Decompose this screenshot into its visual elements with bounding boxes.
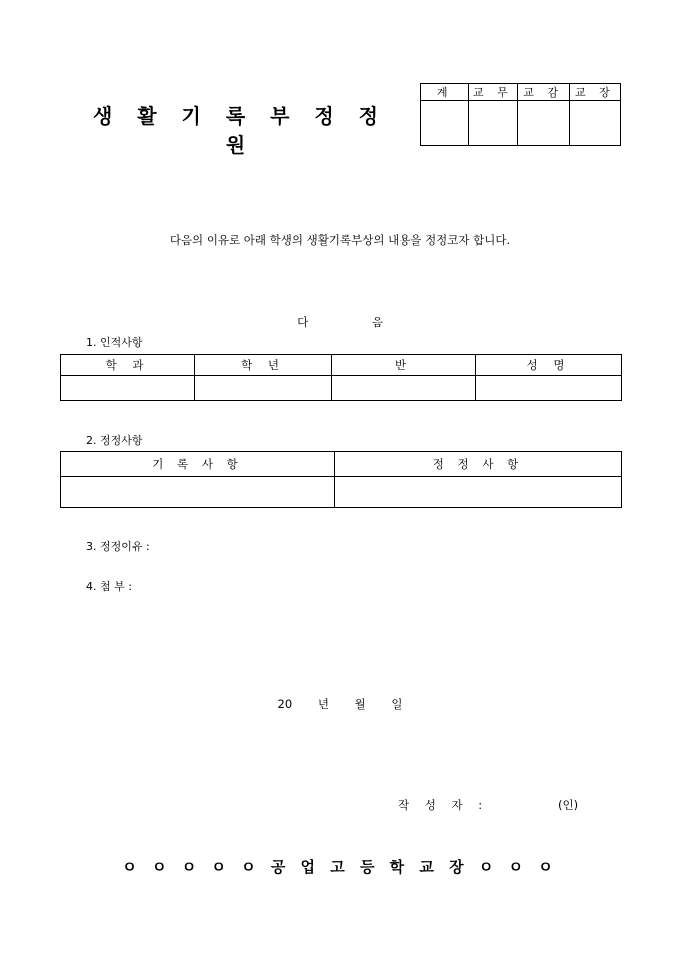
seal-label: (인) [558,798,579,812]
date-line: 20 년 월 일 [277,697,403,711]
header-grade: 학 년 [195,355,332,376]
section-reason-title: 3. 정정이유 : [86,540,150,553]
correction-item-cell[interactable] [335,477,622,508]
approval-signature-table [420,83,621,146]
principal-line: ㅇ ㅇ ㅇ ㅇ ㅇ 공 업 고 등 학 교 장 ㅇ ㅇ ㅇ [122,858,558,876]
header-correction-item: 정 정 사 항 [335,452,622,477]
header-department: 학 과 [61,355,195,376]
approval-sign-cell[interactable] [569,101,620,146]
writer-label: 작 성 자 : [398,798,489,812]
approval-header-principal: 교 장 [569,84,620,101]
approval-sign-cell[interactable] [421,101,469,146]
notice-heading: 다 음 [297,315,383,329]
section-attachment-title: 4. 첨 부 : [86,580,132,593]
section-correction-title: 2. 정정사항 [86,434,143,447]
section-personal-info-title: 1. 인적사항 [86,336,143,349]
header-name: 성 명 [476,355,622,376]
approval-sign-cell[interactable] [517,101,569,146]
personal-info-table [60,354,622,401]
correction-table [60,451,622,508]
class-cell[interactable] [332,376,476,401]
approval-header-vice-principal: 교 감 [517,84,569,101]
record-item-cell[interactable] [61,477,335,508]
approval-sign-cell[interactable] [469,101,517,146]
document-title: 생 활 기 록 부 정 정 원 [92,104,388,157]
department-cell[interactable] [61,376,195,401]
approval-header-staff: 계 [421,84,469,101]
name-cell[interactable] [476,376,622,401]
grade-cell[interactable] [195,376,332,401]
intro-text: 다음의 이유로 아래 학생의 생활기록부상의 내용을 정정코자 합니다. [169,233,511,247]
header-record-item: 기 록 사 항 [61,452,335,477]
approval-header-academic-affairs: 교 무 [469,84,517,101]
header-class: 반 [332,355,476,376]
